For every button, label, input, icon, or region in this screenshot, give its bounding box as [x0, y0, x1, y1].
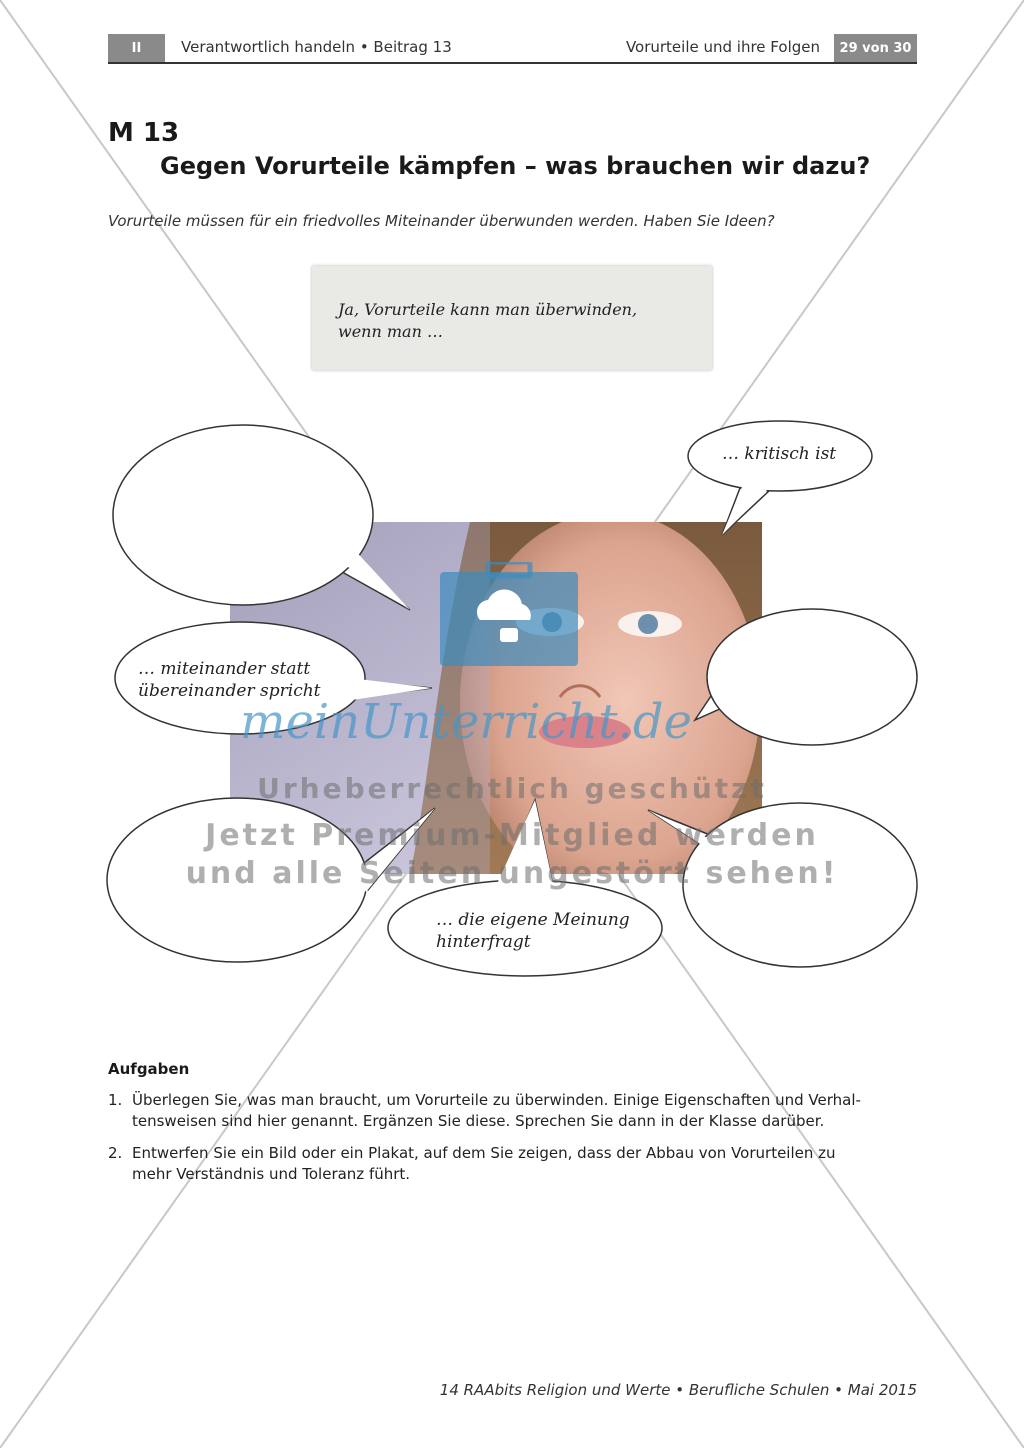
- footer-source: 14 RAAbits Religion und Werte • Berufliche Schulen • Mai 2015: [439, 1381, 917, 1399]
- section-badge: II: [108, 34, 165, 62]
- watermark-brand: meinUnterricht.de: [240, 694, 692, 750]
- watermark-line-3: und alle Seiten ungestört sehen!: [185, 856, 839, 891]
- watermark-line-1: Urheberrechtlich geschützt: [257, 772, 767, 805]
- header-right-title: Vorurteile und ihre Folgen: [625, 38, 820, 56]
- bubble-text-miteinander-2: übereinander spricht: [138, 681, 321, 701]
- tasks-heading: Aufgaben: [108, 1060, 190, 1078]
- task-1-line-2: tensweisen sind hier genannt. Ergänzen Sie diese. Sprechen Sie dann in der Klasse darüber.: [132, 1112, 825, 1130]
- speech-bubble-top-left: [113, 425, 410, 610]
- page-number: 29 von 30: [834, 34, 917, 62]
- briefcase-cloud-icon: [440, 562, 578, 666]
- task-1-number: 1.: [108, 1091, 123, 1109]
- task-2-line-2: mehr Verständnis und Toleranz führt.: [132, 1165, 411, 1183]
- intro-text: Vorurteile müssen für ein friedvolles Miteinander überwunden werden. Haben Sie Ideen?: [108, 212, 775, 230]
- bubble-text-meinung-2: hinterfragt: [436, 932, 531, 952]
- bubble-text-meinung-1: … die eigene Meinung: [436, 910, 630, 930]
- paper-note-line1: Ja, Vorurteile kann man überwinden,: [338, 300, 638, 319]
- task-2-line-1: Entwerfen Sie ein Bild oder ein Plakat, auf dem Sie zeigen, dass der Abbau von Vorurteilen zu: [132, 1144, 836, 1162]
- paper-note-line2: wenn man …: [338, 322, 443, 341]
- bubble-text-miteinander-1: … miteinander statt: [138, 659, 311, 679]
- speech-bubble-right: [695, 609, 917, 745]
- bubble-text-kritisch: … kritisch ist: [722, 444, 837, 464]
- task-1-line-1: Überlegen Sie, was man braucht, um Vorurteile zu überwinden. Einige Eigenschaften und Verhal-: [132, 1091, 861, 1109]
- material-label: M 13: [108, 118, 180, 148]
- watermark-line-2: Jetzt Premium-Mitglied werden: [205, 818, 819, 853]
- speech-bubble-kritisch: [688, 421, 872, 535]
- header-left-title: Verantwortlich handeln • Beitrag 13: [181, 38, 452, 56]
- page-title: Gegen Vorurteile kämpfen – was brauchen wir dazu?: [160, 152, 871, 180]
- task-2-number: 2.: [108, 1144, 123, 1162]
